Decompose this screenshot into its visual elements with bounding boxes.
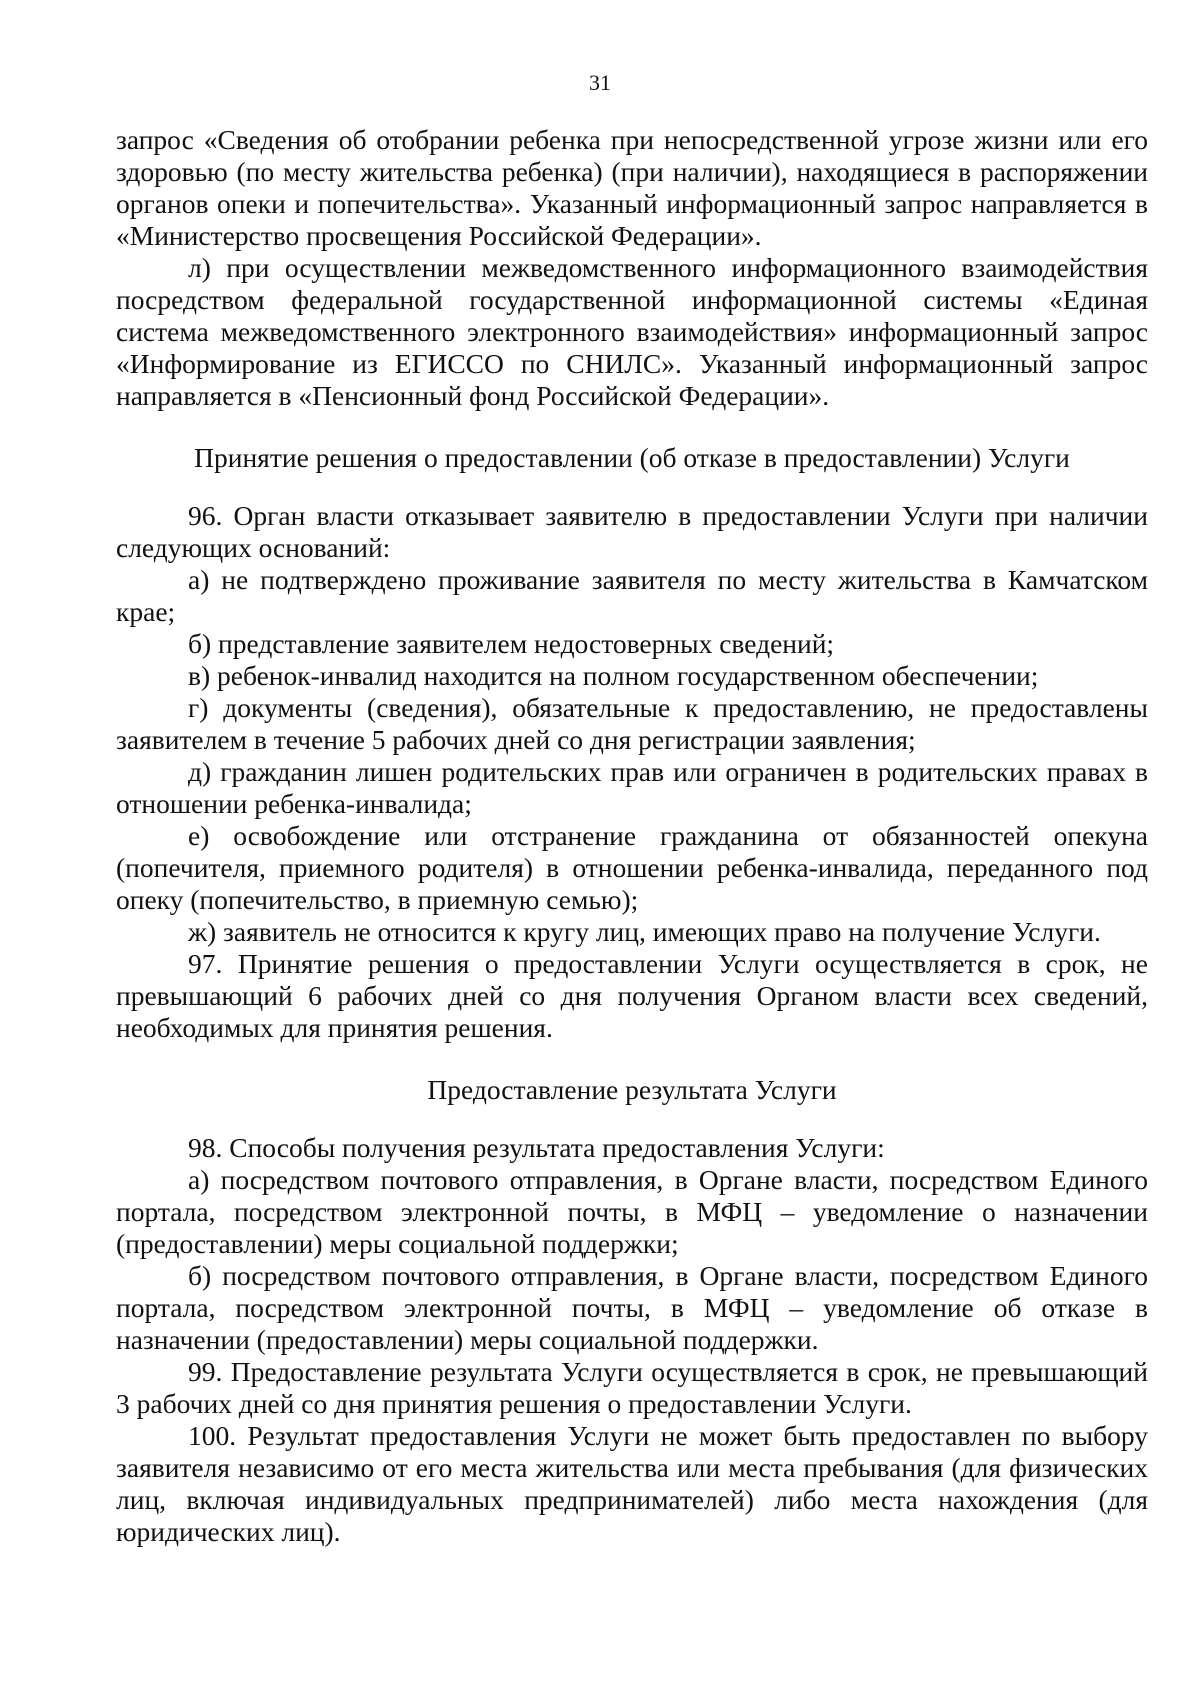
list-item: е) освобождение или отстранение гражданина от обязанностей опекуна (попечителя, приемного родителя) в отношении ребенка-инвалида, переданного под опеку (попечительство, в приемную семью); xyxy=(116,820,1148,915)
list-item: а) не подтверждено проживание заявителя по месту жительства в Камчатском крае; xyxy=(116,564,1148,627)
paragraph: л) при осуществлении межведомственного информационного взаимодействия посредством федеральной государственной информационной системы «Единая система межведомственного электронного взаимодействия» информационный запрос «Информирование из ЕГИССО по СНИЛС». Указанный информационный запрос направляется в «Пенсионный фонд Российской Федерации». xyxy=(116,252,1148,411)
page-number: 31 xyxy=(589,70,611,95)
section-heading-result: Предоставление результата Услуги xyxy=(427,1074,837,1105)
paragraph: 99. Предоставление результата Услуги осуществляется в срок, не превышающий 3 рабочих дней со дня принятия решения о предоставлении Услуги. xyxy=(116,1356,1148,1419)
paragraph: 100. Результат предоставления Услуги не может быть предоставлен по выбору заявителя независимо от его места жительства или места пребывания (для физических лиц, включая индивидуальных предпринимателей) либо места нахождения (для юридических лиц). xyxy=(116,1420,1148,1547)
list-item: г) документы (сведения), обязательные к предоставлению, не предоставлены заявителем в течение 5 рабочих дней со дня регистрации заявления; xyxy=(116,692,1148,755)
paragraph: 98. Способы получения результата предоставления Услуги: xyxy=(188,1132,885,1163)
document-body xyxy=(116,124,1148,1548)
section-heading-decision: Принятие решения о предоставлении (об отказе в предоставлении) Услуги xyxy=(194,442,1070,473)
paragraph: 97. Принятие решения о предоставлении Услуги осуществляется в срок, не превышающий 6 рабочих дней со дня получения Органом власти всех сведений, необходимых для принятия решения. xyxy=(116,948,1148,1043)
list-item: в) ребенок-инвалид находится на полном государственном обеспечении; xyxy=(188,660,1039,691)
list-item: ж) заявитель не относится к кругу лиц, имеющих право на получение Услуги. xyxy=(188,916,1101,947)
list-item: б) посредством почтового отправления, в Органе власти, посредством Единого портала, посредством электронной почты, в МФЦ – уведомление об отказе в назначении (предоставлении) меры социальной поддержки. xyxy=(116,1260,1148,1355)
paragraph: запрос «Сведения об отобрании ребенка при непосредственной угрозе жизни или его здоровью (по месту жительства ребенка) (при наличии), находящиеся в распоряжении органов опеки и попечительства». Указанный информационный запрос направляется в «Министерство просвещения Российской Федерации». xyxy=(116,124,1148,251)
list-item: д) гражданин лишен родительских прав или ограничен в родительских правах в отношении ребенка-инвалида; xyxy=(116,756,1148,819)
list-item: б) представление заявителем недостоверных сведений; xyxy=(188,628,835,659)
list-item: а) посредством почтового отправления, в Органе власти, посредством Единого портала, посредством электронной почты, в МФЦ – уведомление о назначении (предоставлении) меры социальной поддержки; xyxy=(116,1164,1148,1259)
paragraph: 96. Орган власти отказывает заявителю в предоставлении Услуги при наличии следующих оснований: xyxy=(116,500,1148,563)
